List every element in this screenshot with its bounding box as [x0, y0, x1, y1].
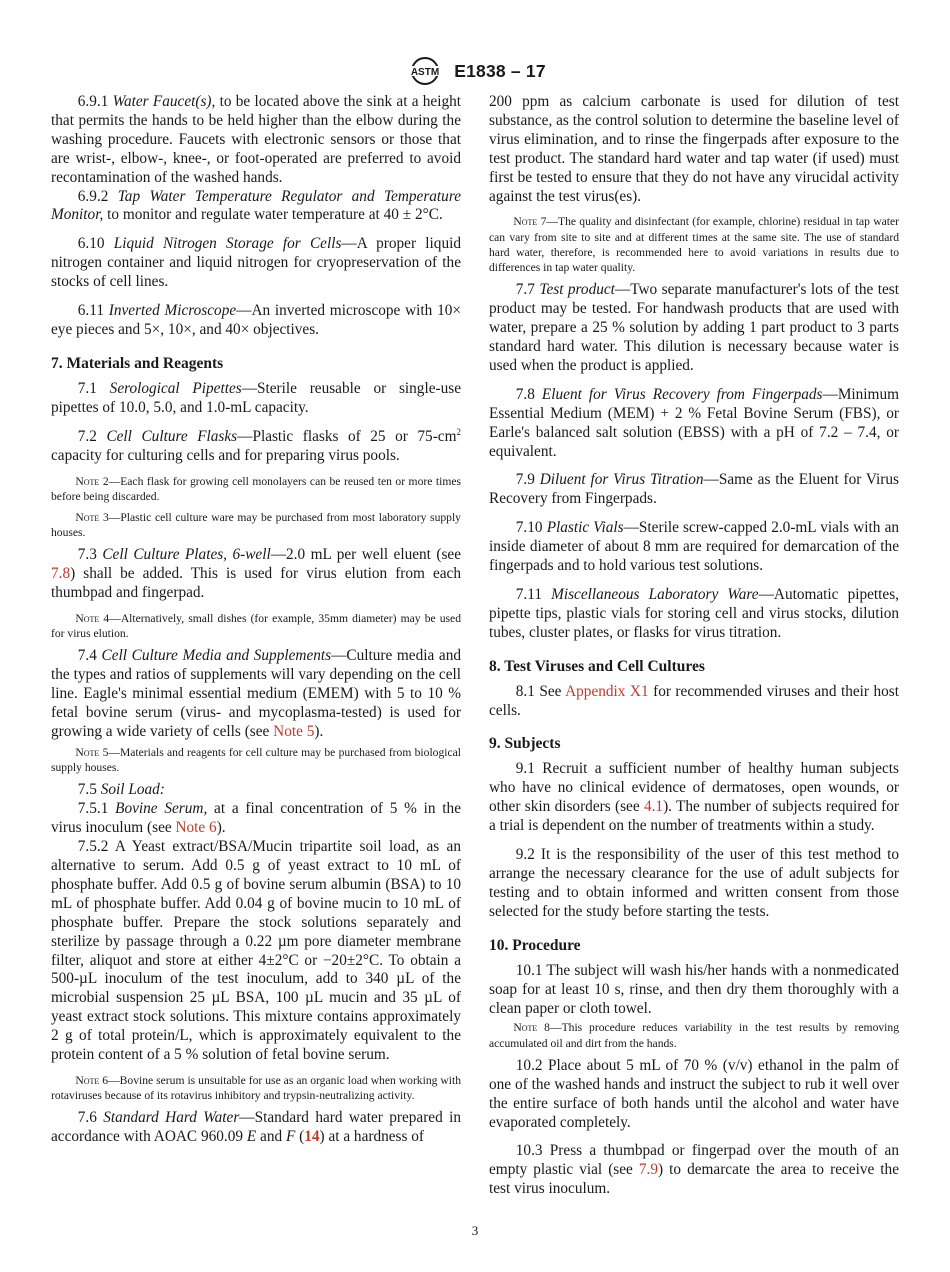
left-column — [51, 93, 461, 1147]
section-7-8: 7.8 Eluent for Virus Recovery from Fingerpads—Minimum Essential Medium (MEM) + 2 % Fetal Bovine Serum (FBS), or Earle's balanced salt solution (EBSS) with a pH of 7.2 – 7.4, or equivalent. — [489, 385, 900, 460]
heading-section-7: 7. Materials and Reagents — [51, 354, 224, 372]
section-7-6-continued: 200 ppm as calcium carbonate is used for dilution of test substance, as the control solution to determine the baseline level of virus elimination, and to rinse the fingerpads after exposure to the test product. The standard hard water and tap water (if used) must first be tested to ensure that they do not have any virucidal activity against the test virus(es). — [489, 93, 899, 205]
right-column — [489, 93, 899, 1199]
link-note-6[interactable]: Note 6 — [175, 819, 217, 837]
section-7-3: 7.3 Cell Culture Plates, 6-well—2.0 mL per well eluent (see 7.8) shall be added. This is used for virus elution from each thumbpad and fingerpad. — [51, 546, 461, 602]
section-7-6: 7.6 Standard Hard Water—Standard hard water prepared in accordance with AOAC 960.09 E and F (14) at a hardness of — [51, 1109, 462, 1146]
section-7-5-1: 7.5.1 Bovine Serum, at a final concentration of 5 % in the virus inoculum (see Note 6). — [51, 800, 461, 837]
section-7-10: 7.10 Plastic Vials—Sterile screw-capped 2.0-mL vials with an inside diameter of about 8 mm are required for demarcation of the fingerpads and to hold various test solutions. — [489, 519, 900, 575]
section-9-1: 9.1 Recruit a sufficient number of healthy human subjects who have no clinical evidence of dermatoses, open wounds, or other skin disorders (see 4.1). The number of subjects required for a trial is dependent on the number of treatments within a study. — [489, 760, 900, 835]
section-10-1: 10.1 The subject will wash his/her hands with a nonmedicated soap for at least 10 s, rinse, and then dry them thoroughly with a clean paper or cloth towel. — [489, 961, 899, 1017]
page-number: 3 — [471, 1223, 479, 1238]
section-7-4: 7.4 Cell Culture Media and Supplements—Culture media and the types and ratios of supplements will vary depending on the cell line. Eagle's minimal essential medium (EMEM) with 5 to 10 % fetal bovine serum (virus- and mycoplasma-tested) is used for growing a wide variety of cells (see Note 5). — [51, 647, 462, 741]
section-7-7: 7.7 Test product—Two separate manufacturer's lots of the test product may be tested. For handwash products that are used with water, prepare a 25 % solution by adding 1 part product to 3 parts standard hard water. This dilution is necessary because water is used when the product is applied. — [489, 281, 899, 374]
note-4: Note 4—Alternatively, small dishes (for example, 35mm diameter) may be used for virus elution. — [51, 612, 462, 641]
section-8-1: 8.1 See Appendix X1 for recommended viruses and their host cells. — [489, 682, 899, 719]
section-7-11: 7.11 Miscellaneous Laboratory Ware—Automatic pipettes, pipette tips, plastic vials for storing cell and virus stocks, dilution tubes, cluster plates, or flasks for virus titration. — [489, 585, 899, 641]
section-7-9: 7.9 Diluent for Virus Titration—Same as the Eluent for Virus Recovery from Fingerpads. — [489, 471, 899, 508]
heading-section-8: 8. Test Viruses and Cell Cultures — [489, 657, 705, 675]
section-7-2: 7.2 Cell Culture Flasks—Plastic flasks of 25 or $75-cm^2$ capacity for culturing cells and for preparing virus pools. — [51, 426, 461, 464]
section-10-3: 10.3 Press a thumbpad or fingerpad over the mouth of an empty plastic vial (see 7.9) to demarcate the area to receive the test virus inoculum. — [489, 1142, 899, 1198]
link-7-8[interactable]: 7.8 — [51, 565, 71, 583]
section-6-9-1: 6.9.1 Water Faucet(s), to be located above the sink at a height that permits the hands to be held higher than the elbow during the washing procedure. Faucets with electronic sensors or those that are wrist-, elbow-, knee-, or foot-operated are preferred to avoid recontamination of the washed hands. — [51, 93, 461, 186]
astm-logo-icon — [404, 56, 446, 86]
link-note-5[interactable]: Note 5 — [273, 723, 315, 741]
page-header — [0, 56, 950, 86]
section-7-5-2: 7.5.2 A Yeast extract/BSA/Mucin tripartite soil load, as an alternative to serum. Add 0.5 g of yeast extract to 10 mL of phosphate buffer. Add 0.5 g of bovine serum albumin (BSA) to 10 mL of phosphate buffer. Add 0.04 g of bovine mucin to 10 mL of phosphate buffer. Prepare the stock solutions separately and sterilize by passage through a 0.22 µm pore diameter membrane filter, aliquot and store at either 4±2°C or −20±2°C. To obtain a 500-µL inoculum of the test inoculum, add to 340 µL of the microbial suspension 25 µL BSA, 100 µL mucin and 35 µL of yeast extract stock solutions. This mixture contains approximately 2 g of total protein/L, which is approximately equivalent to the protein content of a 5 % solution of fetal bovine serum. — [51, 838, 461, 1064]
note-5: Note 5—Materials and reagents for cell culture may be purchased from biological supply houses. — [51, 745, 461, 775]
link-7-9[interactable]: 7.9 — [638, 1161, 659, 1179]
section-6-9-2: 6.9.2 Tap Water Temperature Regulator and Temperature Monitor, to monitor and regulate water temperature at 40 ± 2°C. — [51, 187, 461, 224]
link-appendix-x1[interactable]: Appendix X1 — [565, 682, 649, 700]
note-3: Note 3—Plastic cell culture ware may be purchased from most laboratory supply houses. — [51, 510, 461, 540]
document-code: E1838 – 17 — [454, 60, 546, 81]
section-6-11: 6.11 Inverted Microscope—An inverted microscope with 10× eye pieces and 5×, 10×, and 40× objectives. — [51, 302, 461, 338]
link-4-1[interactable]: 4.1 — [643, 798, 664, 816]
section-7-1: 7.1 Serological Pipettes—Sterile reusable or single-use pipettes of 10.0, 5.0, and 1.0-mL capacity. — [51, 379, 461, 416]
heading-section-9: 9. Subjects — [489, 735, 561, 753]
note-2: Note 2—Each flask for growing cell monolayers can be reused ten or more times before being discarded. — [51, 474, 461, 503]
note-6: Note 6—Bovine serum is unsuitable for use as an organic load when working with rotaviruses because of its rotavirus inhibitory and trypsin-neutralizing activity. — [51, 1073, 461, 1103]
section-6-10: 6.10 Liquid Nitrogen Storage for Cells—A proper liquid nitrogen container and liquid nitrogen for cryopreservation of the stocks of cell lines. — [51, 235, 461, 291]
section-7-5: 7.5 Soil Load: — [77, 781, 165, 799]
note-7: Note 7—The quality and disinfectant (for example, chlorine) residual in tap water can vary from site to site and at different times at the same site. The use of standard hard water, therefore, is recommended here to avoid variations in results due to differences in tap water quality. — [489, 215, 899, 275]
section-10-2: 10.2 Place about 5 mL of 70 % (v/v) ethanol in the palm of one of the washed hands and instruct the subject to rub it well over the entire surface of both hands until the alcohol and water have evaporated completely. — [489, 1056, 899, 1131]
section-9-2: 9.2 It is the responsibility of the user of this test method to arrange the necessary clearance for the use of adult subjects for testing and to obtain informed and written consent from those selected for the study before starting the tests. — [489, 846, 899, 920]
reference-14-link[interactable]: 14 — [304, 1128, 320, 1146]
note-8: Note 8—This procedure reduces variability in the test results by removing accumulated oil and dirt from the hands. — [489, 1021, 899, 1050]
svg-text:ASTM: ASTM — [411, 67, 440, 78]
heading-section-10: 10. Procedure — [489, 936, 581, 954]
